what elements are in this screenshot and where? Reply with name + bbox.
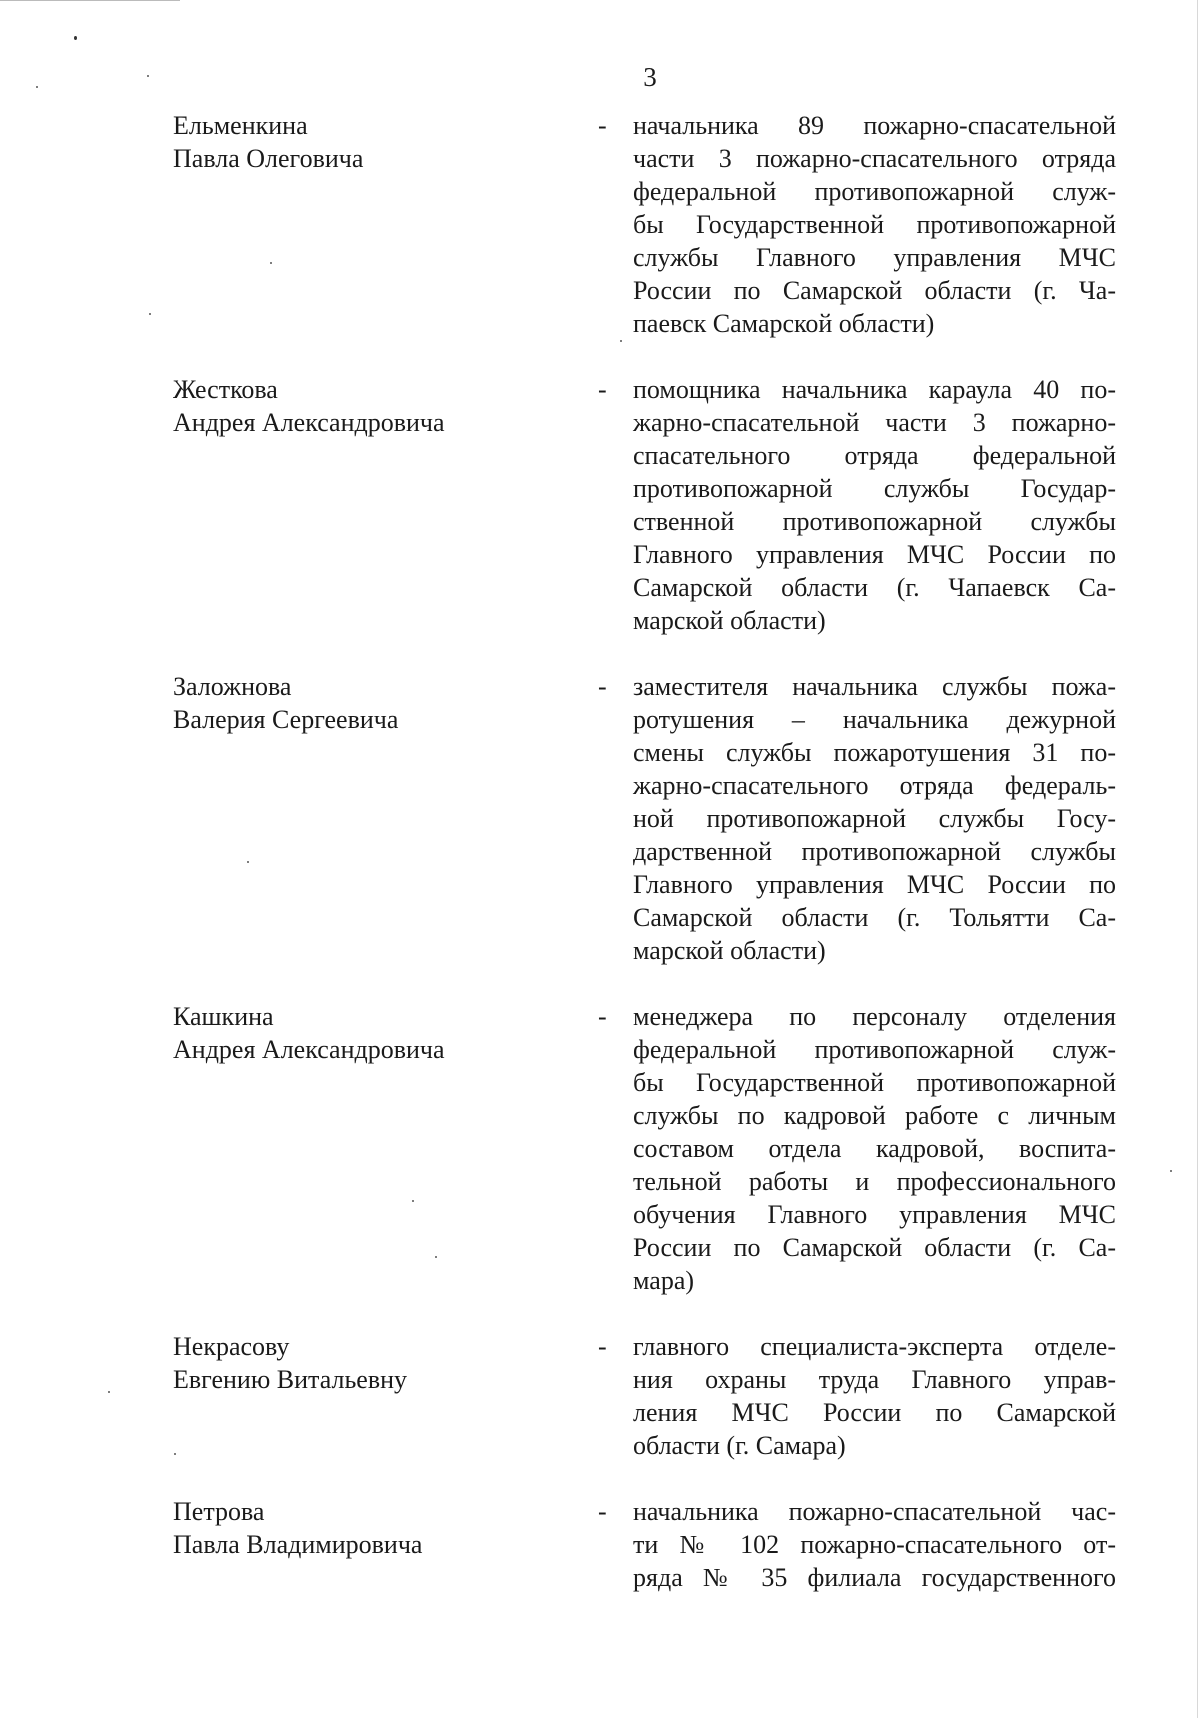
position-line: обучения Главного управления МЧС <box>633 1200 1116 1229</box>
position-line: марской области) <box>633 936 826 965</box>
position-line: составом отдела кадровой, воспита- <box>633 1134 1116 1163</box>
dash-separator: - <box>598 1332 607 1361</box>
scan-edge-line <box>1197 0 1198 1718</box>
dash-separator: - <box>598 111 607 140</box>
position-line: ственной противопожарной службы <box>633 507 1116 536</box>
scan-edge-line <box>0 0 180 1</box>
position-line: ряда № 35 филиала государственного <box>633 1563 1116 1592</box>
position-description <box>633 1330 1116 1462</box>
given-names: Евгению Витальевну <box>173 1365 408 1394</box>
position-line: Самарской области (г. Тольятти Са- <box>633 903 1116 932</box>
dash-separator: - <box>598 1497 607 1526</box>
position-line: Самарской области (г. Чапаевск Са- <box>633 573 1116 602</box>
position-line: мара) <box>633 1266 695 1295</box>
given-names: Павла Владимировича <box>173 1530 423 1559</box>
scan-speck <box>1170 1170 1172 1172</box>
person-name <box>173 373 553 439</box>
position-line: ротушения – начальника дежурной <box>633 705 1116 734</box>
position-line: службы по кадровой работе с личным <box>633 1101 1116 1130</box>
position-line: ной противопожарной службы Госу- <box>633 804 1116 833</box>
surname: Кашкина <box>173 1002 274 1031</box>
dash-separator: - <box>598 672 607 701</box>
scan-speck <box>435 1256 437 1258</box>
position-line: Главного управления МЧС России по <box>633 540 1116 569</box>
person-name <box>173 1495 553 1561</box>
position-line: смены службы пожаротушения 31 по- <box>633 738 1116 767</box>
position-line: противопожарной службы Государ- <box>633 474 1116 503</box>
given-names: Валерия Сергеевича <box>173 705 399 734</box>
position-line: начальника пожарно-спасательной час- <box>633 1497 1116 1526</box>
position-line: бы Государственной противопожарной <box>633 1068 1116 1097</box>
scan-speck <box>149 313 151 315</box>
surname: Жесткова <box>173 375 278 404</box>
page-number: 3 <box>643 62 657 92</box>
position-line: начальника 89 пожарно-спасательной <box>633 111 1116 140</box>
position-line: жарно-спасательной части 3 пожарно- <box>633 408 1116 437</box>
position-line: жарно-спасательного отряда федераль- <box>633 771 1116 800</box>
position-line: тельной работы и профессионального <box>633 1167 1116 1196</box>
scan-speck <box>620 340 622 342</box>
given-names: Павла Олеговича <box>173 144 364 173</box>
position-line: России по Самарской области (г. Ча- <box>633 276 1116 305</box>
position-description <box>633 670 1116 967</box>
position-line: дарственной противопожарной службы <box>633 837 1116 866</box>
position-line: паевск Самарской области) <box>633 309 935 338</box>
surname: Некрасову <box>173 1332 290 1361</box>
position-line: ления МЧС России по Самарской <box>633 1398 1116 1427</box>
person-name <box>173 109 553 175</box>
position-line: марской области) <box>633 606 826 635</box>
scan-speck <box>412 1200 414 1202</box>
position-description <box>633 109 1116 340</box>
position-description <box>633 1495 1116 1594</box>
position-line: главного специалиста-эксперта отделе- <box>633 1332 1116 1361</box>
position-line: Главного управления МЧС России по <box>633 870 1116 899</box>
scan-speck <box>108 1391 110 1393</box>
position-line: заместителя начальника службы пожа- <box>633 672 1116 701</box>
given-names: Андрея Александровича <box>173 1035 445 1064</box>
scan-speck <box>174 1453 176 1455</box>
position-line: бы Государственной противопожарной <box>633 210 1116 239</box>
position-line: службы Главного управления МЧС <box>633 243 1116 272</box>
position-line: ния охраны труда Главного управ- <box>633 1365 1116 1394</box>
given-names: Андрея Александровича <box>173 408 445 437</box>
position-line: части 3 пожарно-спасательного отряда <box>633 144 1116 173</box>
position-line: федеральной противопожарной служ- <box>633 177 1116 206</box>
position-line: помощника начальника караула 40 по- <box>633 375 1116 404</box>
surname: Заложнова <box>173 672 292 701</box>
dash-separator: - <box>598 375 607 404</box>
position-line: федеральной противопожарной служ- <box>633 1035 1116 1064</box>
dash-separator: - <box>598 1002 607 1031</box>
scan-speck <box>247 861 249 863</box>
position-line: России по Самарской области (г. Са- <box>633 1233 1116 1262</box>
position-description <box>633 373 1116 637</box>
position-line: ти № 102 пожарно-спасательного от- <box>633 1530 1116 1559</box>
person-name <box>173 1330 553 1396</box>
person-name <box>173 670 553 736</box>
position-line: области (г. Самара) <box>633 1431 846 1460</box>
scan-speck <box>270 262 272 264</box>
position-line: спасательного отряда федеральной <box>633 441 1116 470</box>
surname: Петрова <box>173 1497 265 1526</box>
scan-speck <box>74 36 77 40</box>
person-name <box>173 1000 553 1066</box>
surname: Ельменкина <box>173 111 308 140</box>
position-description <box>633 1000 1116 1297</box>
position-line: менеджера по персоналу отделения <box>633 1002 1116 1031</box>
